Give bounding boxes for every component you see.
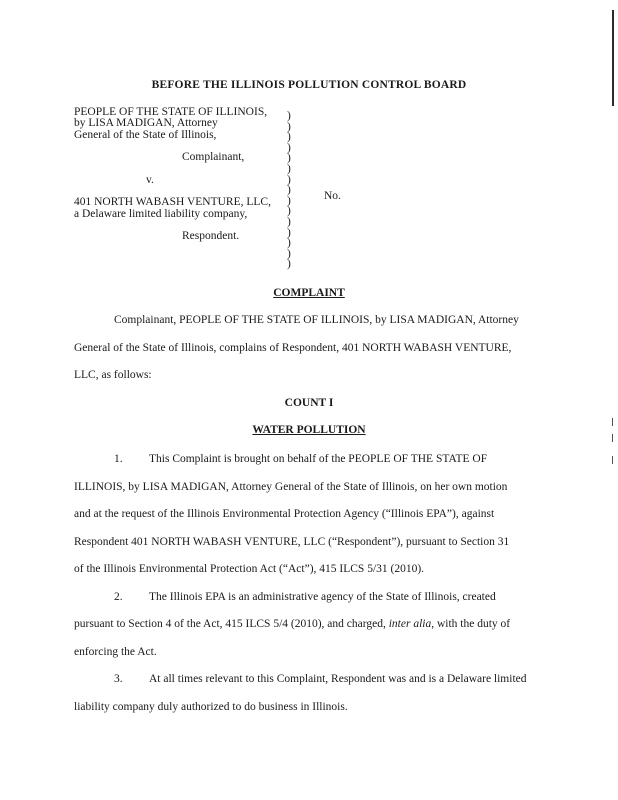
paragraph-text: pursuant to Section 4 of the Act, 415 ILCS 5/4 (2010), and charged, [74, 618, 389, 630]
count-title: COUNT I [284, 397, 334, 409]
party-line: General of the State of Illinois, [74, 128, 217, 141]
paragraph-3-line: liability company duly authorized to do business in Illinois. [74, 700, 348, 713]
party-role-complainant: Complainant, [182, 151, 245, 164]
paragraph-text: The Illinois EPA is an administrative agency of the State of Illinois, created [149, 590, 496, 603]
paren: ) [287, 205, 291, 218]
intro-paragraph [74, 313, 544, 396]
party-line: 401 NORTH WABASH VENTURE, LLC, [74, 196, 271, 209]
party-line [74, 163, 271, 174]
italic-term: inter alia [388, 618, 432, 630]
paren: ) [287, 110, 291, 122]
versus: v. [146, 173, 154, 186]
paren: ) [287, 194, 291, 207]
paragraph-1-line: Respondent 401 NORTH WABASH VENTURE, LLC (“Respondent”), pursuant to Section 31 [74, 535, 510, 548]
paragraph-1-line [74, 452, 544, 480]
paragraph-text: , with the duty of [431, 618, 511, 630]
paragraph-2-line [74, 617, 544, 645]
scan-speck [612, 456, 613, 464]
party-line: PEOPLE OF THE STATE OF ILLINOIS, [74, 106, 268, 118]
intro-line: Complainant, PEOPLE OF THE STATE OF ILLINOIS, by LISA MADIGAN, Attorney [114, 314, 519, 326]
party-line [74, 220, 271, 231]
paragraph-2-line: enforcing the Act. [74, 645, 157, 658]
numbered-paragraphs [74, 452, 544, 727]
document-title [0, 287, 618, 299]
party-line: by LISA MADIGAN, Attorney [74, 117, 218, 130]
paragraph-1-line: and at the request of the Illinois Environmental Protection Agency (“Illinois EPA”), against [74, 508, 495, 520]
party-line: a Delaware limited liability company, [74, 207, 248, 220]
case-caption-parties [74, 107, 271, 243]
paragraph-number: 3. [114, 673, 123, 685]
count-subtitle-text: WATER POLLUTION [252, 424, 366, 436]
paren: ) [287, 152, 291, 165]
paren: ) [287, 131, 291, 144]
court-caption: BEFORE THE ILLINOIS POLLUTION CONTROL BOARD [151, 79, 467, 91]
paren: ) [287, 258, 291, 271]
paragraph-3-line [74, 672, 544, 700]
caption-parentheses [287, 111, 291, 270]
paragraph-1-line: ILLINOIS, by LISA MADIGAN, Attorney General of the State of Illinois, on her own motion [74, 480, 508, 493]
paragraph-text: This Complaint is brought on behalf of the PEOPLE OF THE STATE OF [149, 453, 488, 465]
paren: ) [287, 162, 291, 175]
intro-line: General of the State of Illinois, complains of Respondent, 401 NORTH WABASH VENTURE, [74, 341, 512, 354]
intro-line: LLC, as follows: [74, 369, 152, 381]
scan-edge-mark [612, 10, 614, 106]
paragraph-number: 2. [114, 590, 123, 603]
paragraph-2-line [74, 590, 544, 618]
paren: ) [287, 173, 291, 186]
document-title-text: COMPLAINT [273, 287, 345, 299]
paren: ) [287, 184, 291, 197]
paren: ) [287, 141, 291, 154]
paren: ) [287, 247, 291, 260]
paragraph-text: At all times relevant to this Complaint, Respondent was and is a Delaware limited [149, 673, 527, 685]
paren: ) [287, 215, 291, 228]
paren: ) [287, 226, 291, 239]
paragraph-1-line: of the Illinois Environmental Protection Act (“Act”), 415 ILCS 5/31 (2010). [74, 563, 425, 575]
paren: ) [287, 120, 291, 133]
case-number-label: No. [324, 190, 341, 202]
paren: ) [287, 237, 291, 250]
paragraph-number: 1. [114, 453, 123, 465]
count-subtitle [0, 424, 618, 436]
party-role-respondent: Respondent. [182, 230, 240, 243]
